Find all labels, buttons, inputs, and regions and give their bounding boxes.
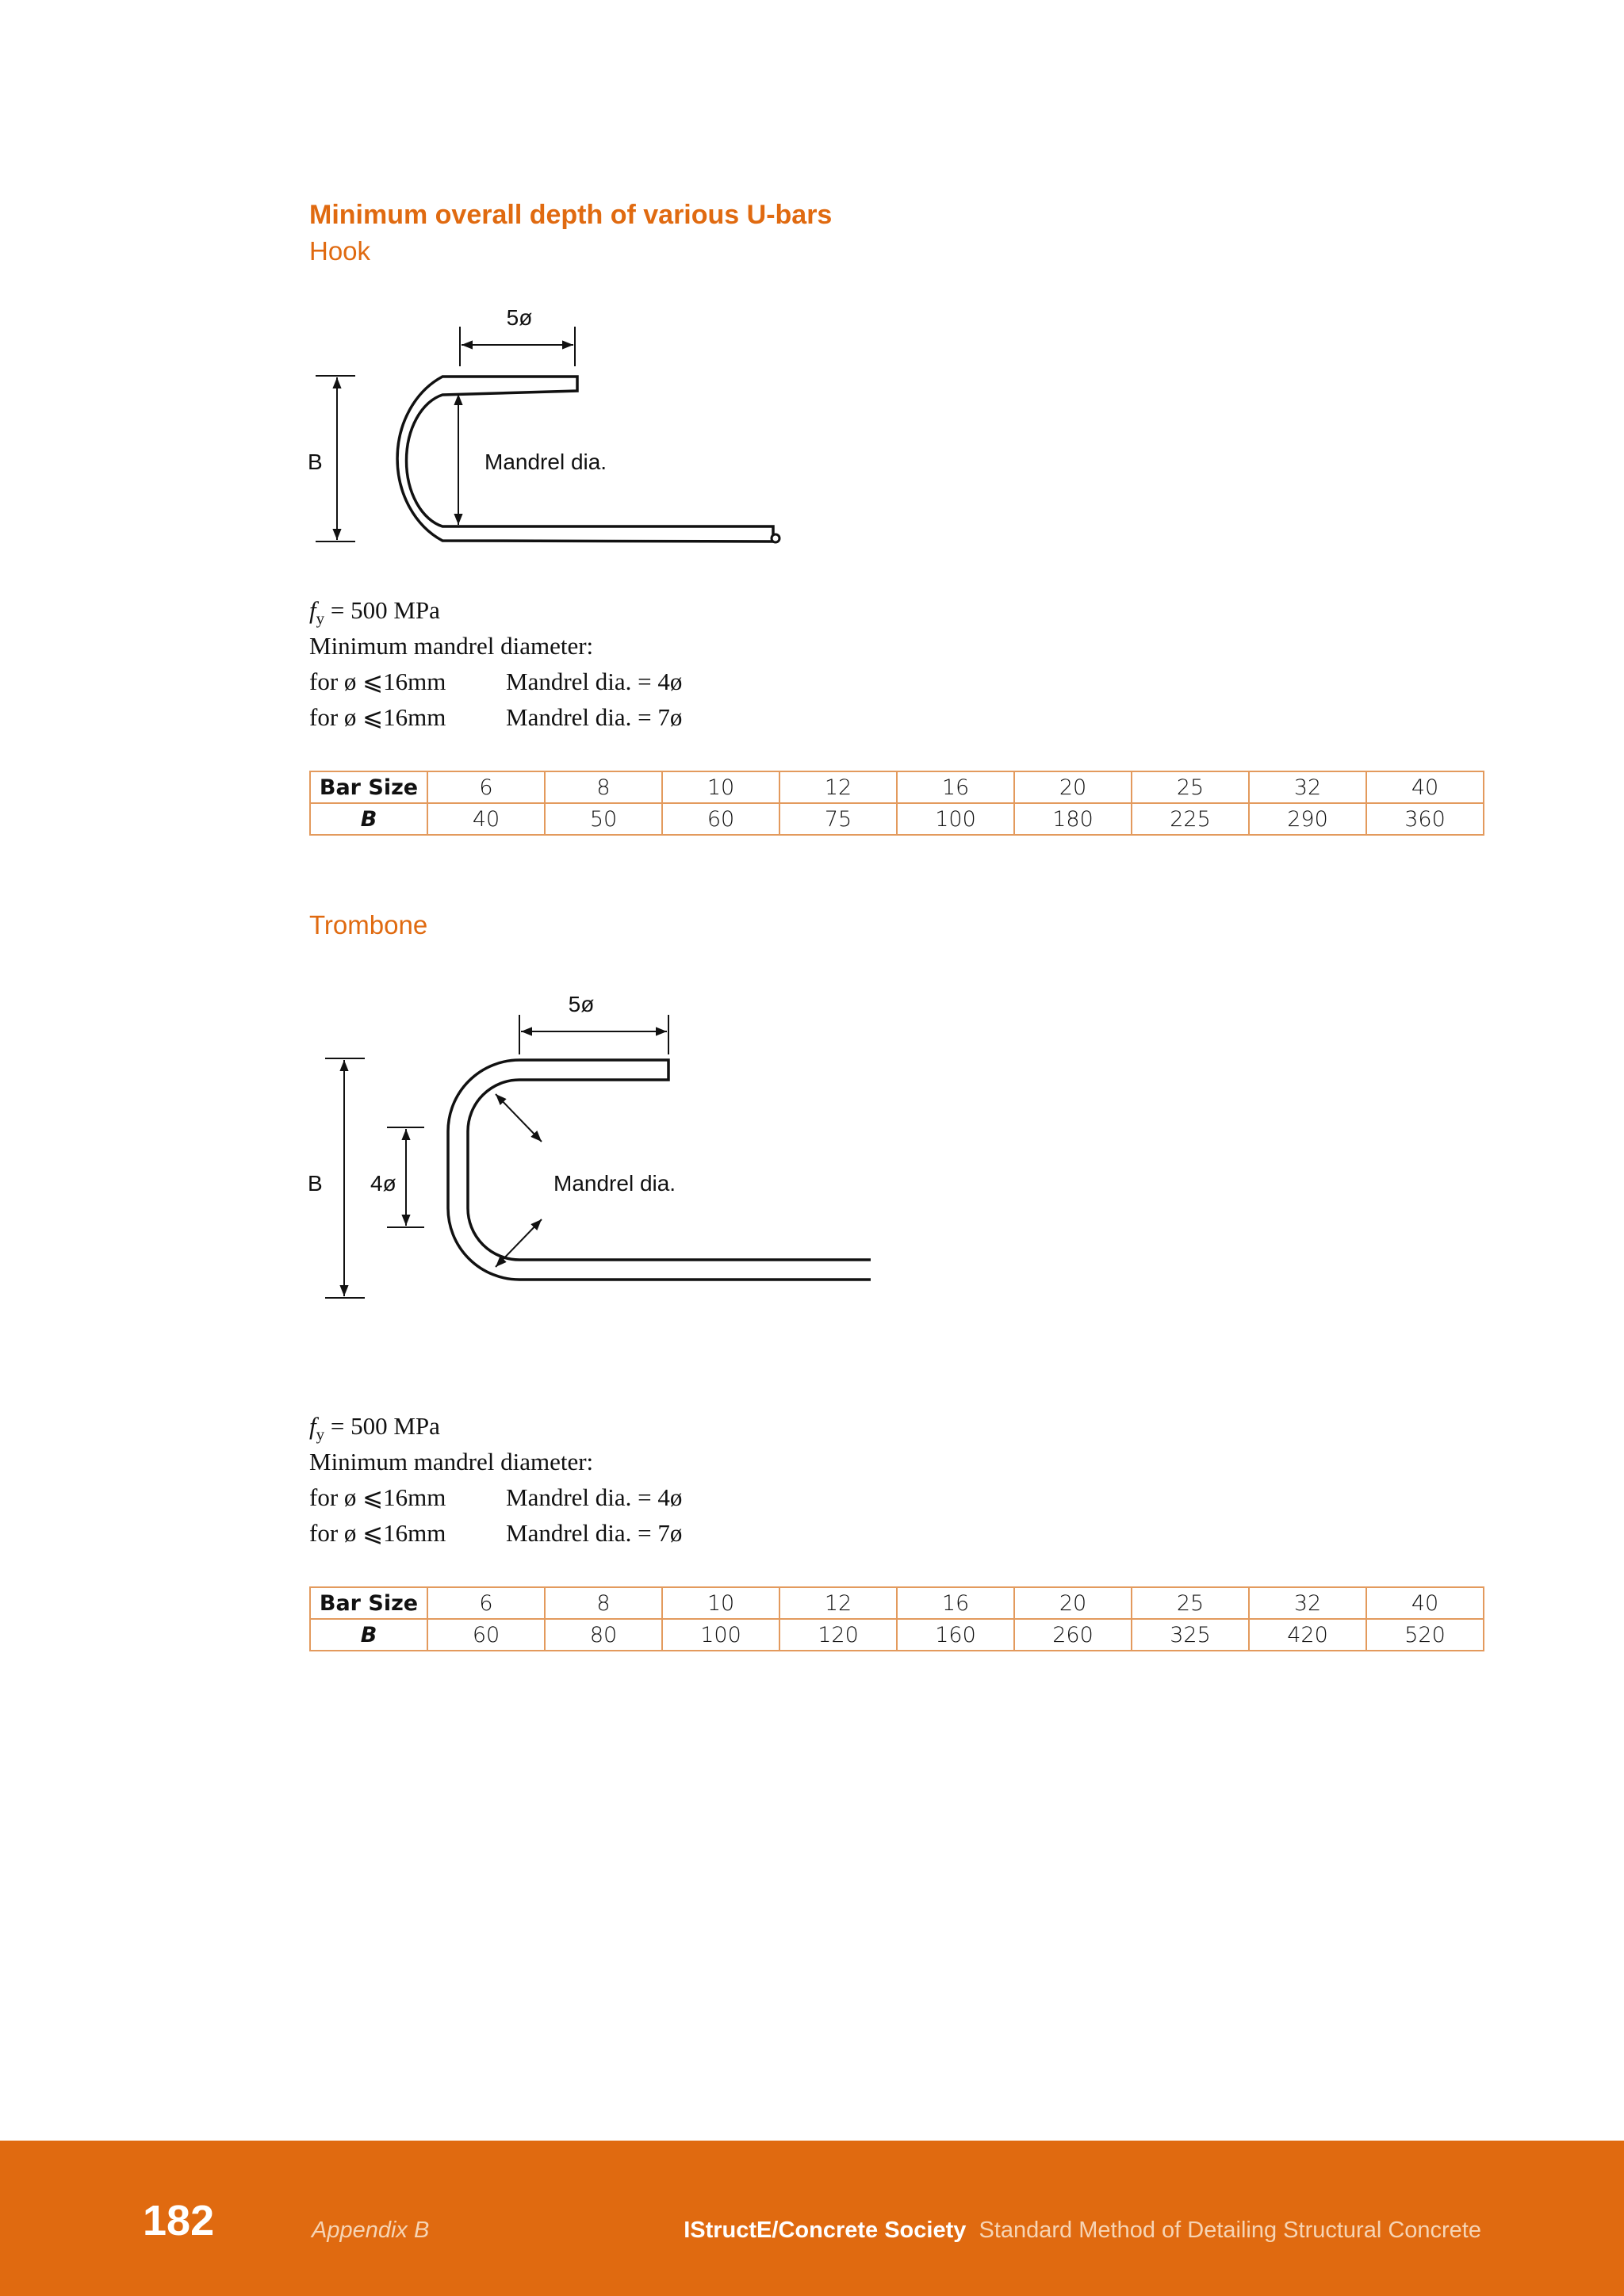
hook-notes: [309, 592, 683, 735]
hook-title: Hook: [309, 236, 371, 266]
table-cell: 6: [427, 1587, 545, 1619]
hook-dim-top-label: 5ø: [506, 305, 533, 330]
trombone-mandrel-label: Mandrel dia.: [553, 1171, 676, 1196]
table-cell: 10: [662, 1587, 779, 1619]
bar-size-header: Bar Size: [310, 771, 427, 803]
trombone-notes: [309, 1408, 683, 1551]
section-label: Appendix B: [312, 2218, 430, 2243]
table-cell: 40: [1366, 1587, 1484, 1619]
page-heading: Minimum overall depth of various U-bars: [309, 200, 833, 230]
trombone-fy-line: $f_y = 500$ MPa: [309, 1412, 440, 1445]
trombone-rule-row: for ø ⩽16mm Mandrel dia. = 7ø: [309, 1519, 683, 1547]
hook-rule-row: for ø ⩽16mm Mandrel dia. = 7ø: [309, 703, 683, 731]
table-cell: 25: [1132, 771, 1249, 803]
trombone-dim-inner-label: 4ø: [370, 1171, 396, 1196]
trombone-table: [309, 1586, 1484, 1651]
table-cell: 360: [1366, 803, 1484, 835]
table-row: [310, 1587, 1484, 1619]
table-cell: 25: [1132, 1587, 1249, 1619]
trombone-title: Trombone: [309, 910, 428, 939]
table-cell: 20: [1014, 771, 1132, 803]
trombone-bar-outline: [448, 1060, 871, 1280]
table-cell: 20: [1014, 1587, 1132, 1619]
trombone-diagram: [293, 983, 880, 1300]
table-cell: 75: [779, 803, 897, 835]
hook-fy-line: $f_y = 500$ MPa: [309, 596, 440, 629]
table-cell: 180: [1014, 803, 1132, 835]
table-cell: 8: [545, 771, 662, 803]
table-cell: 32: [1249, 1587, 1366, 1619]
table-cell: 12: [779, 771, 897, 803]
table-cell: 260: [1014, 1619, 1132, 1651]
publisher-name: IStructE/Concrete Society: [684, 2218, 967, 2243]
table-cell: 120: [779, 1619, 897, 1651]
trombone-min-mandrel: Minimum mandrel diameter:: [309, 1448, 594, 1475]
table-cell: 60: [427, 1619, 545, 1651]
table-cell: 12: [779, 1587, 897, 1619]
publication-line: [684, 2218, 1481, 2244]
trombone-dim-top-label: 5ø: [568, 992, 595, 1016]
table-cell: 16: [897, 1587, 1014, 1619]
table-row: [310, 771, 1484, 803]
bar-size-header: Bar Size: [310, 1587, 427, 1619]
table-cell: 6: [427, 771, 545, 803]
table-cell: 32: [1249, 771, 1366, 803]
table-cell: 50: [545, 803, 662, 835]
hook-rule-row: for ø ⩽16mm Mandrel dia. = 4ø: [309, 668, 683, 695]
table-row: [310, 803, 1484, 835]
table-cell: 420: [1249, 1619, 1366, 1651]
b-header: B: [310, 803, 427, 835]
table-cell: 40: [427, 803, 545, 835]
table-cell: 16: [897, 771, 1014, 803]
table-cell: 40: [1366, 771, 1484, 803]
table-cell: 10: [662, 771, 779, 803]
table-cell: 325: [1132, 1619, 1249, 1651]
table-row: [310, 1619, 1484, 1651]
page-number: 182: [143, 2197, 215, 2244]
hook-diagram: [293, 293, 801, 555]
table-cell: 80: [545, 1619, 662, 1651]
table-cell: 100: [662, 1619, 779, 1651]
hook-mandrel-label: Mandrel dia.: [485, 450, 607, 474]
table-cell: 520: [1366, 1619, 1484, 1651]
table-cell: 60: [662, 803, 779, 835]
b-header: B: [310, 1619, 427, 1651]
table-cell: 100: [897, 803, 1014, 835]
table-cell: 160: [897, 1619, 1014, 1651]
hook-bar-end: [772, 534, 779, 542]
table-cell: 225: [1132, 803, 1249, 835]
hook-min-mandrel: Minimum mandrel diameter:: [309, 632, 594, 660]
book-title: Standard Method of Detailing Structural Concrete: [979, 2218, 1481, 2243]
trombone-mandrel-arrow-upper: [496, 1094, 542, 1142]
trombone-dim-b-label: B: [308, 1171, 323, 1196]
table-cell: 8: [545, 1587, 662, 1619]
hook-dim-b-label: B: [308, 450, 323, 474]
hook-table: [309, 771, 1484, 836]
trombone-rule-row: for ø ⩽16mm Mandrel dia. = 4ø: [309, 1483, 683, 1511]
table-cell: 290: [1249, 803, 1366, 835]
